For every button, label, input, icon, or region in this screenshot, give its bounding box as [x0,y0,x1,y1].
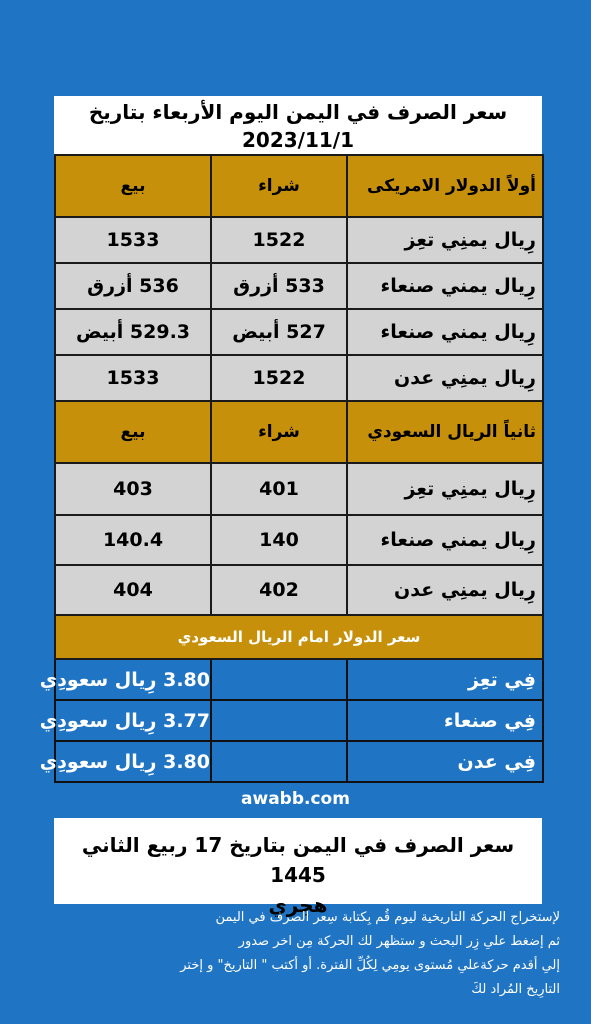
page-title [54,96,542,154]
buy-value: 1522 [211,217,347,263]
row-name: رِيال يمني صنعاء [347,263,543,309]
note-line-4: التارِيخ المُراد لكَ [471,982,560,997]
sell-value: 536 أزرق [55,263,211,309]
empty-cell [211,741,347,782]
buy-header: شراء [211,155,347,217]
buy-value: 1522 [211,355,347,401]
sell-header: بيع [55,155,211,217]
buy-value: 533 أزرق [211,263,347,309]
riyal-header-row [55,401,543,463]
buy-value: 402 [211,565,347,615]
instructions-note [40,906,560,1002]
row-name: رِيال يمني صنعاء [347,309,543,355]
note-line-2: ثم إضغط علىِ زِر البحث و ستظهر لك الحركة مِن اخر صدور [238,934,560,949]
sell-header: بيع [55,401,211,463]
buy-value: 401 [211,463,347,515]
table-row [55,309,543,355]
buy-value: 527 أبيض [211,309,347,355]
riyal-section-title: ثانياً الريال السعودي [347,401,543,463]
hijri-line-1: سعر الصرف في اليمن بتاريخ 17 ربيع الثاني 1445 [81,833,515,887]
sell-value: 140.4 [55,515,211,565]
buy-value: 140 [211,515,347,565]
cross-rate-banner [55,615,543,659]
cross-rate-value: 3.80 رِيال سعودِي [55,659,211,700]
sell-value: 404 [55,565,211,615]
table-row [55,217,543,263]
dollar-section-title: أولاً الدولار الامريكى [347,155,543,217]
note-line-1: لإستخراج الحركة التاريخية ليوم قُم بِكتابة سِعر الصرف في اليمن [215,910,560,925]
table-row [55,263,543,309]
row-name: رِيال يمنِي عدن [347,355,543,401]
hijri-line-2: هجري [268,893,328,917]
rates-table [39,154,544,783]
city-name: فِي تعِز [347,659,543,700]
empty-cell [211,700,347,741]
row-name: رِيال يمنِي تعِز [347,463,543,515]
sell-value: 403 [55,463,211,515]
table-row [55,355,543,401]
note-line-3: إلىِ أقدم حركةعلىِ مُستوى يومِي لِكُلِّ الفترة. أو أكتب " التاريخ" و إختر [180,958,560,973]
sell-value: 529.3 أبيض [55,309,211,355]
cross-rate-value: 3.77 رِيال سعودِي [55,700,211,741]
table-row [55,463,543,515]
empty-cell [211,659,347,700]
buy-header: شراء [211,401,347,463]
table-row [55,515,543,565]
sell-value: 1533 [55,355,211,401]
cross-rate-value: 3.80 رِيال سعودِي [55,741,211,782]
cross-rate-title: سعر الدولار امام الريال السعودي [55,615,543,659]
row-name: رِيال يمنِي تعِز [347,217,543,263]
city-name: فِي عدن [347,741,543,782]
cross-rate-row [55,659,543,700]
cross-rate-row [55,700,543,741]
row-name: رِيال يمني صنعاء [347,515,543,565]
rates-card [39,96,542,783]
cross-rate-row [55,741,543,782]
title-date: 2023/11/1 [241,128,355,152]
row-name: رِيال يمنِي عدن [347,565,543,615]
sell-value: 1533 [55,217,211,263]
table-row [55,565,543,615]
city-name: فِي صنعاء [347,700,543,741]
title-line-1: سعر الصرف في اليمن اليوم الأربعاء بتاريخ [88,100,508,124]
dollar-header-row [55,155,543,217]
hijri-date-box [54,818,542,917]
website-link[interactable]: awabb.com [241,789,350,809]
